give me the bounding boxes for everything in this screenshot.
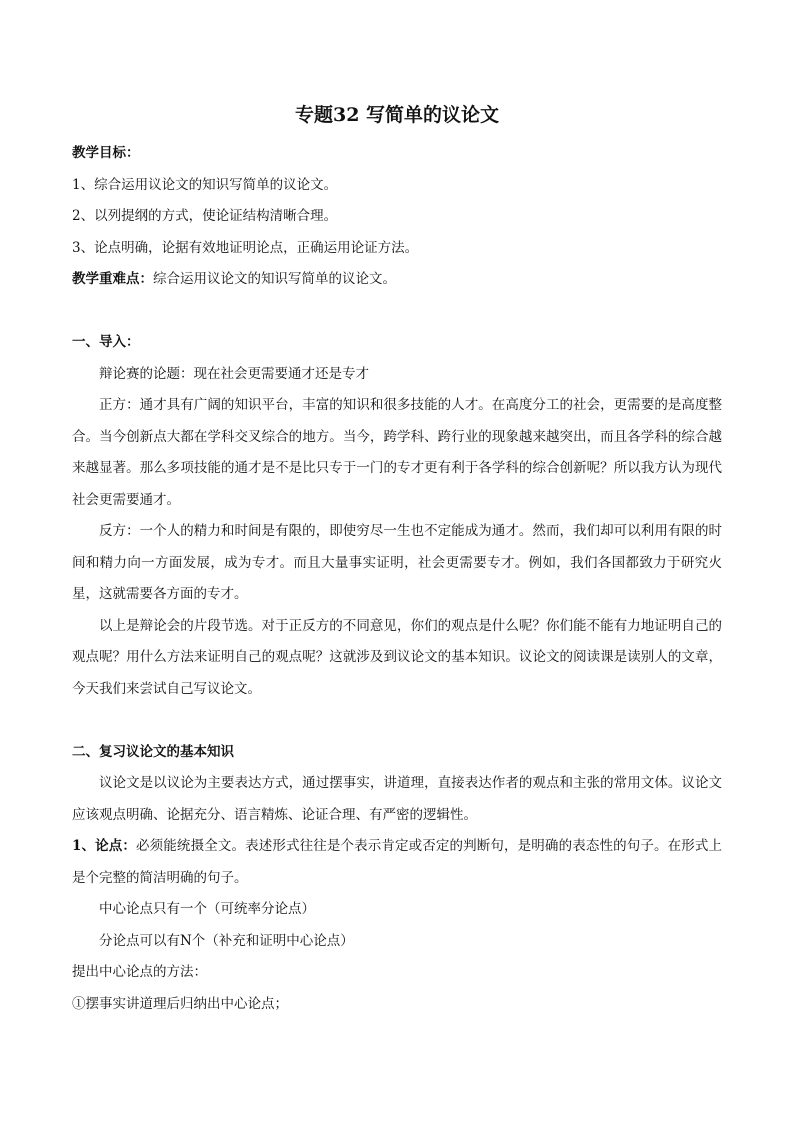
key-point-text: 综合运用议论文的知识写简单的议论文。 (153, 271, 396, 287)
page-title: 专题32 写简单的议论文 (294, 104, 500, 126)
objective-item-3: 3、论点明确，论据有效地证明论点，正确运用论证方法。 (72, 239, 419, 256)
section1-heading: 一、导入： (72, 334, 140, 350)
objective-item-2: 2、以列提纲的方式，使论证结构清晰合理。 (72, 208, 338, 224)
thesis-text: 必须能统摄全文。表述形式往往是个表示肯定或否定的判断句，是明确的表态性的句子。在形式上是个完整的简洁明确的句子。 (72, 838, 722, 886)
method-heading: 提出中心论点的方法： (72, 964, 207, 980)
spacer (72, 705, 722, 737)
key-point-line (72, 264, 722, 296)
key-point-label: 教学重难点： (72, 271, 153, 287)
section2-heading: 二、复习议论文的基本知识 (72, 743, 234, 760)
spacer (72, 296, 722, 328)
central-thesis-note: 中心论点只有一个（可统率分论点） (99, 901, 315, 917)
essay-definition: 议论文是以议论为主要表达方式，通过摆事实，讲道理，直接表达作者的观点和主张的常用文体。议论文应该观点明确、论据充分、语言精炼、论证合理、有严密的逻辑性。 (72, 775, 722, 823)
con-argument: 反方：一个人的精力和时间是有限的，即使穷尽一生也不定能成为通才。然而，我们却可以利用有限的时间和精力向一方面发展，成为专才。而且大量事实证明，社会更需要专才。例如，我们各国都致力于研究火星，这就需要各方面的专才。 (72, 523, 722, 602)
pro-argument: 正方：通才具有广阔的知识平台，丰富的知识和很多技能的人才。在高度分工的社会，更需要的是高度整合。当今创新点大都在学科交叉综合的地方。当今，跨学科、跨行业的现象越来越突出，而且各学科的综合越来越显著。那么多项技能的通才是不是比只专于一门的专才更有利于各学科的综合创新呢？所以我方认为现代社会更需要通才。 (72, 397, 722, 508)
document-page (72, 100, 722, 1020)
intro-summary: 以上是辩论会的片段节选。对于正反方的不同意见，你们的观点是什么呢？你们能不能有力地证明自己的观点呢？用什么方法来证明自己的观点呢？这就涉及到议论文的基本知识。议论文的阅读课是读别人的文章，今天我们来尝试自己写议论文。 (72, 617, 722, 697)
objectives-heading: 教学目标： (72, 145, 140, 161)
debate-topic: 辩论赛的论题：现在社会更需要通才还是专才 (99, 365, 369, 382)
thesis-paragraph (72, 831, 722, 894)
method-item-1: ①摆事实讲道理后归纳出中心论点； (72, 995, 288, 1012)
sub-thesis-note: 分论点可以有N个（补充和证明中心论点） (99, 932, 354, 949)
thesis-label: 1、论点： (72, 838, 137, 854)
objective-item-1: 1、综合运用议论文的知识写简单的议论文。 (72, 176, 338, 193)
